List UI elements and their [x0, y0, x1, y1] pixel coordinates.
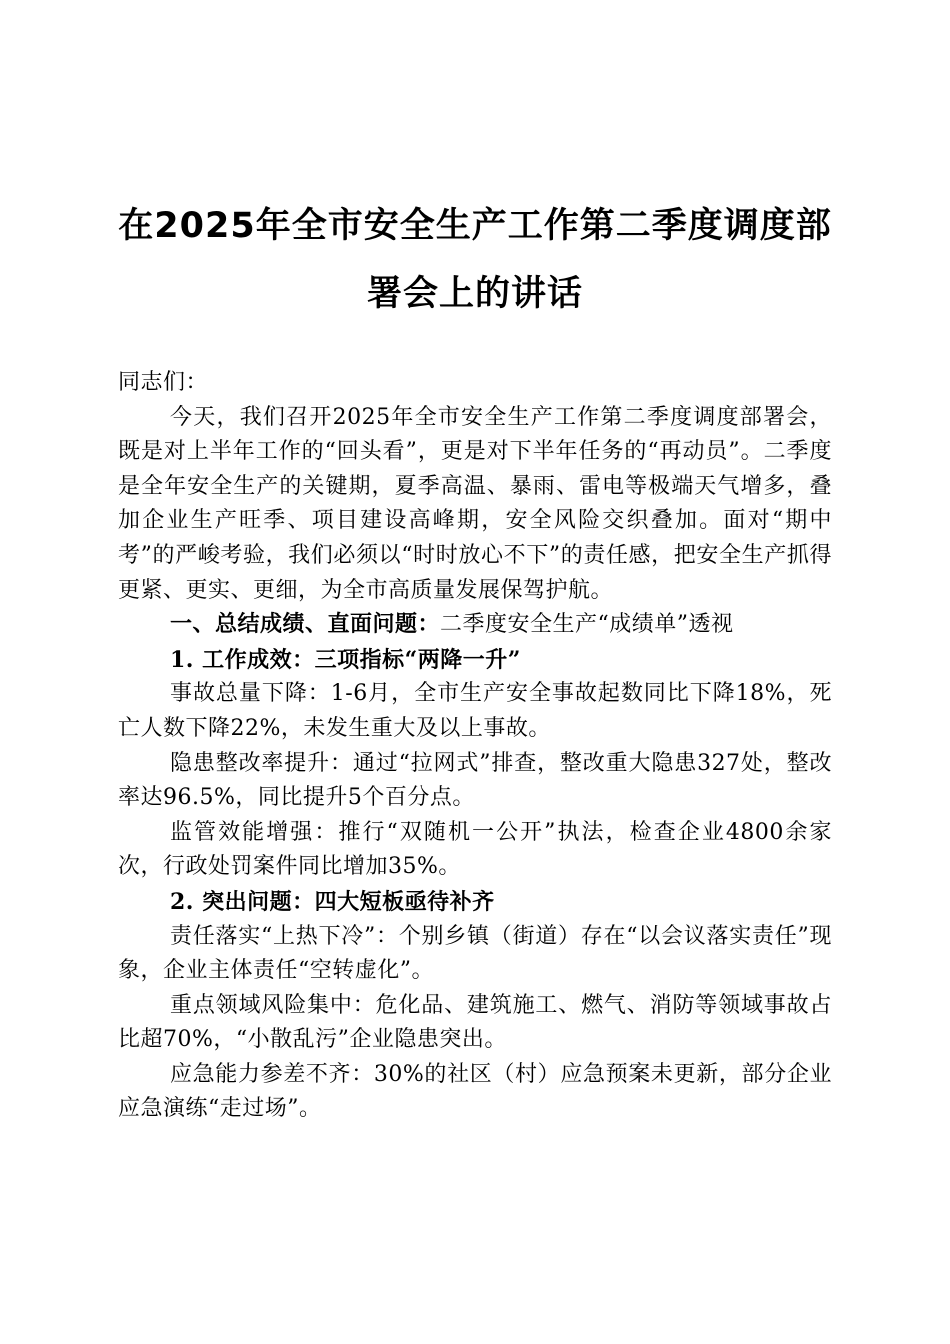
intro-paragraph: 今天，我们召开2025年全市安全生产工作第二季度调度部署会，既是对上半年工作的“回头看”，更是对下半年任务的“再动员”。二季度是全年安全生产的关键期，夏季高温、暴雨、雷电等极端天气增多，叠加企业生产旺季、项目建设高峰期，安全风险交织叠加。面对“期中考”的严峻考验，我们必须以“时时放心不下”的责任感，把安全生产抓得更紧、更实、更细，为全市高质量发展保驾护航。: [118, 404, 832, 603]
subsection-1-paragraph: 监管效能增强：推行“双随机一公开”执法，检查企业4800余家次，行政处罚案件同比增加35%。: [118, 819, 832, 880]
section-1-heading-bold: 一、总结成绩、直面问题：: [170, 612, 441, 638]
document-title-line-1: 在2025年全市安全生产工作第二季度调度部: [118, 206, 832, 246]
subsection-2-paragraph: 应急能力参差不齐：30%的社区（村）应急预案未更新，部分企业应急演练“走过场”。: [118, 1061, 832, 1122]
document-title-line-2: 署会上的讲话: [366, 274, 583, 314]
section-1-heading: [118, 608, 832, 643]
document-body: [118, 366, 832, 1127]
subsection-2-heading: 2. 突出问题：四大短板亟待补齐: [170, 888, 495, 915]
subsection-1-paragraph: 隐患整改率提升：通过“拉网式”排查，整改重大隐患327处，整改率达96.5%，同比提升5个百分点。: [118, 750, 832, 811]
section-1-heading-rest: 二季度安全生产“成绩单”透视: [440, 612, 734, 638]
subsection-1-paragraph: 事故总量下降：1-6月，全市生产安全事故起数同比下降18%，死亡人数下降22%，未发生重大及以上事故。: [118, 681, 832, 741]
subsection-2-paragraph: 重点领域风险集中：危化品、建筑施工、燃气、消防等领域事故占比超70%，“小散乱污”企业隐患突出。: [118, 992, 832, 1053]
subsection-2-paragraph: 责任落实“上热下冷”：个别乡镇（街道）存在“以会议落实责任”现象，企业主体责任“空转虚化”。: [118, 923, 832, 984]
subsection-1-heading: 1. 工作成效：三项指标“两降一升”: [170, 646, 521, 673]
greeting: 同志们：: [118, 370, 209, 395]
